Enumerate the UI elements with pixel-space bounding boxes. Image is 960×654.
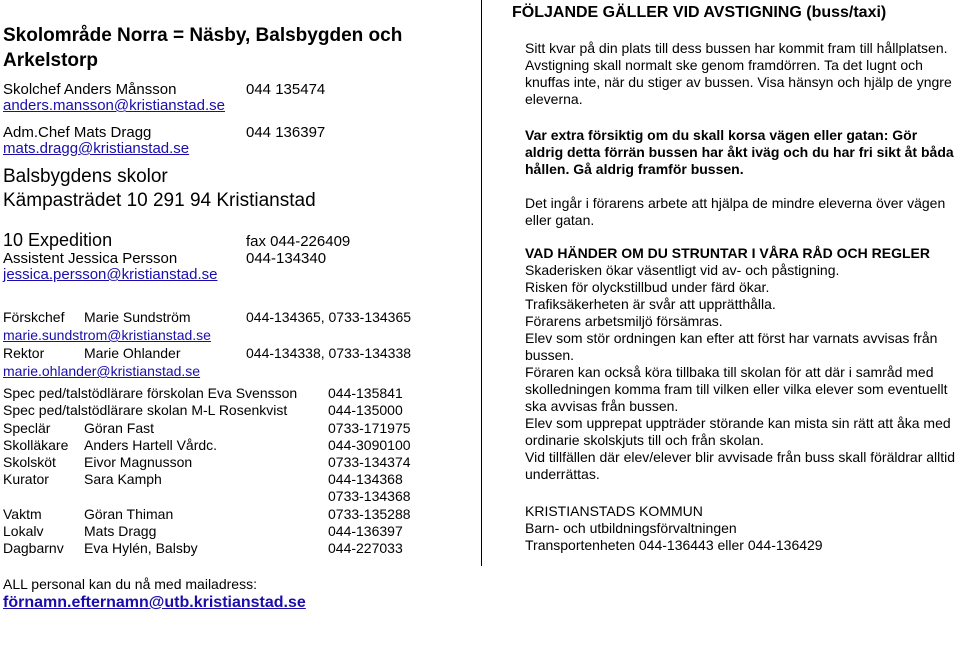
staff-name: Göran Thiman	[84, 506, 174, 522]
staff-name: Göran Fast	[84, 420, 155, 436]
rektor-name: Marie Ohlander	[84, 345, 181, 361]
warning-text: Var extra försiktig om du skall korsa vägen eller gatan: Gör aldrig detta förrän bussen har åkt iväg och du har fri sikt åt båda hållen. Gå aldrig framför bussen.	[525, 127, 954, 177]
staff-phone: 044-136397	[328, 523, 403, 539]
school-name: Balsbygdens skolor	[3, 166, 168, 187]
staff-phone: 044-227033	[328, 540, 403, 556]
staff-role: Skolsköt	[3, 454, 56, 470]
org-transport-contact: Transportenheten 044-136443 eller 044-136429	[525, 537, 823, 553]
expedition-label: 10 Expedition	[3, 230, 113, 250]
staff-phone: 044-134368	[328, 471, 403, 487]
spec2-phone: 044-135000	[328, 402, 403, 418]
staff-role: Kurator	[3, 471, 49, 487]
staff-name: Anders Hartell Vårdc.	[84, 437, 218, 453]
rule-item: Trafiksäkerheten är svår att upprätthålla.	[525, 296, 776, 312]
staff-name: Mats Dragg	[84, 523, 157, 539]
staff-phone: 0733-171975	[328, 420, 411, 436]
spec1-label: Spec ped/talstödlärare förskolan Eva Svensson	[3, 385, 298, 401]
staff-role: Lokalv	[3, 523, 44, 539]
staff-name: Eva Hylén, Balsby	[84, 540, 198, 556]
skolchef-label: Skolchef Anders Månsson	[3, 81, 177, 98]
forskchef-name: Marie Sundström	[84, 309, 191, 325]
rules-list	[525, 262, 957, 483]
rules-heading: VAD HÄNDER OM DU STRUNTAR I VÅRA RÅD OCH REGLER	[525, 245, 930, 261]
page-title-line2: Arkelstorp	[3, 50, 99, 71]
assistent-label: Assistent Jessica Persson	[3, 250, 178, 267]
rektor-phone: 044-134338, 0733-134338	[246, 345, 412, 361]
rule-item: Elev som upprepat uppträder störande kan mista sin rätt att åka med ordinarie skolskjuts till och från skolan.	[525, 415, 951, 448]
rule-item: Förarens arbetsmiljö försämras.	[525, 313, 723, 329]
staff-phone: 044-3090100	[328, 437, 411, 453]
staff-role: Skolläkare	[3, 437, 69, 453]
school-address: Kämpasträdet 10 291 94 Kristianstad	[3, 190, 316, 211]
staff-name: Sara Kamph	[84, 471, 162, 487]
forskchef-email-link[interactable]: marie.sundstrom@kristianstad.se	[3, 327, 211, 343]
skolchef-email-link[interactable]: anders.mansson@kristianstad.se	[3, 97, 225, 114]
driver-help-text: Det ingår i förarens arbete att hjälpa de mindre eleverna över vägen eller gatan.	[525, 195, 946, 228]
org-department: Barn- och utbildningsförvaltningen	[525, 520, 737, 536]
column-divider	[481, 0, 482, 566]
rule-item: Skaderisken ökar väsentligt vid av- och påstigning.	[525, 262, 840, 278]
org-block	[525, 503, 957, 554]
spec2-label: Spec ped/talstödlärare skolan M-L Rosenkvist	[3, 402, 288, 418]
admchef-phone: 044 136397	[246, 124, 326, 141]
staff-phone: 0733-134368	[328, 488, 411, 504]
staff-phone: 0733-135288	[328, 506, 411, 522]
org-name: KRISTIANSTADS KOMMUN	[525, 503, 703, 519]
right-warning	[525, 127, 957, 178]
rule-item: Vid tillfällen där elev/elever blir avvisade från buss skall föräldrar alltid underrättas.	[525, 449, 956, 482]
staff-role: Dagbarnv	[3, 540, 64, 556]
skolchef-phone: 044 135474	[246, 81, 326, 98]
spec1-phone: 044-135841	[328, 385, 403, 401]
rektor-email-link[interactable]: marie.ohlander@kristianstad.se	[3, 363, 201, 379]
forskchef-phone: 044-134365, 0733-134365	[246, 309, 412, 325]
rektor-role: Rektor	[3, 345, 45, 361]
footer-email-link[interactable]: förnamn.efternamn@utb.kristianstad.se	[3, 594, 306, 611]
page-title-line1: Skolområde Norra = Näsby, Balsbygden och	[3, 25, 403, 46]
right-paragraph-1	[525, 40, 957, 108]
right-paragraph-2	[525, 195, 957, 229]
admchef-email-link[interactable]: mats.dragg@kristianstad.se	[3, 140, 190, 157]
right-heading: FÖLJANDE GÄLLER VID AVSTIGNING (buss/taxi)	[512, 4, 887, 21]
staff-name: Eivor Magnusson	[84, 454, 193, 470]
rule-item: Föraren kan också köra tillbaka till skolan för att där i samråd med skolledningen komma fram till vilken eller vilka elever som eventuellt ska avvisas från bussen.	[525, 364, 948, 414]
staff-phone: 0733-134374	[328, 454, 411, 470]
expedition-fax: fax 044-226409	[246, 233, 351, 250]
admchef-label: Adm.Chef Mats Dragg	[3, 124, 152, 141]
rule-item: Elev som stör ordningen kan efter att först har varnats avvisas från bussen.	[525, 330, 938, 363]
footer-note: ALL personal kan du nå med mailadress:	[3, 576, 257, 592]
staff-role: Vaktm	[3, 506, 42, 522]
assistent-email-link[interactable]: jessica.persson@kristianstad.se	[3, 266, 218, 283]
avstigning-text: Sitt kvar på din plats till dess bussen har kommit fram till hållplatsen. Avstigning skall normalt ske genom framdörren. Ta det lugnt och knuffas inte, när du stiger av bussen. Visa hänsyn och hjälp de yngre eleverna.	[525, 40, 952, 107]
rule-item: Risken för olyckstillbud under färd ökar.	[525, 279, 770, 295]
forskchef-role: Förskchef	[3, 309, 65, 325]
staff-role: Speclär	[3, 420, 51, 436]
assistent-phone: 044-134340	[246, 250, 327, 267]
